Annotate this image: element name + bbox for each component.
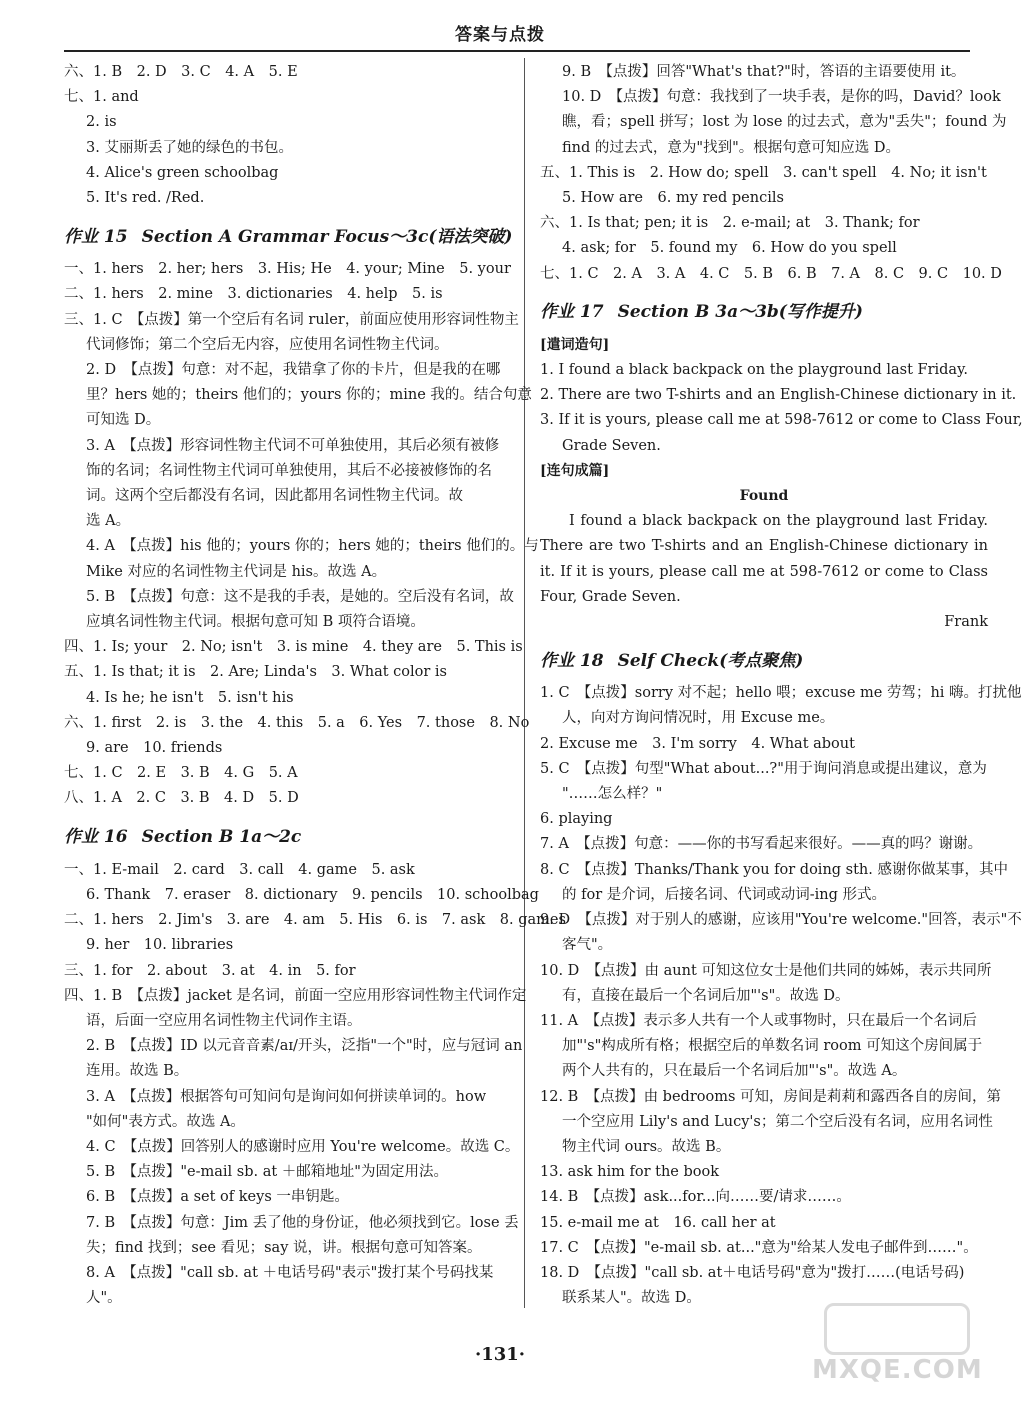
left-column [64, 60, 566, 1311]
column-divider [524, 58, 525, 1308]
answer-line: 七、1. C 2. A 3. A 4. C 5. B 6. B 7. A 8. C 9. C 10. D [540, 265, 1002, 282]
answer-line: 应填名词性物主代词。根据句意可知 B 项符合语境。 [86, 614, 425, 631]
answer-line: 3. If it is yours, please call me at 598-7612 or come to Class Four, [540, 412, 1023, 429]
section-heading [540, 287, 988, 333]
answer-line: 语，后面一空应用名词性物主代词作主语。 [86, 1012, 362, 1029]
answer-line: 5. How are 6. my red pencils [562, 190, 784, 207]
answer-line: 饰的名词；名词性物主代词可单独使用，其后不必接被修饰的名 [86, 462, 492, 479]
answer-line: 2. Excuse me 3. I'm sorry 4. What about [540, 735, 855, 752]
answer-line: 3. A 【点拨】形容词性物主代词不可单独使用，其后必须有被修 [86, 437, 500, 454]
answer-line: 二、1. hers 2. Jim's 3. are 4. am 5. His 6. is 7. ask 8. games [64, 912, 566, 929]
answer-line: 五、1. Is that; it is 2. Are; Linda's 3. What color is [64, 664, 447, 681]
answer-line: 词。这两个空后都没有名词，因此都用名词性物主代词。故 [86, 488, 463, 505]
section-title: Self Check(考点聚焦) [617, 650, 804, 671]
answer-line: 四、1. B 【点拨】jacket 是名词，前面一空应用形容词性物主代词作定 [64, 987, 527, 1004]
answer-line: 瞧，看；spell 拼写；lost 为 lose 的过去式，意为"丢失"；found 为 [562, 114, 1007, 131]
essay-signature: Frank [944, 614, 988, 631]
right-column [540, 60, 1023, 1311]
answer-line: 4. Alice's green schoolbag [86, 164, 279, 181]
answer-line: 联系某人"。故选 D。 [562, 1290, 701, 1307]
watermark-logo [824, 1303, 970, 1355]
answer-line: 五、1. This is 2. How do; spell 3. can't spell 4. No; it isn't [540, 164, 987, 181]
section-heading [540, 635, 988, 681]
answer-line: 9. D 【点拨】对于别人的感谢，应该用"You're welcome."回答，表示"不 [540, 912, 1022, 929]
answer-line: 17. C 【点拨】"e-mail sb. at..."意为"给某人发电子邮件到……"。 [540, 1239, 978, 1256]
answer-line: 3. A 【点拨】根据答句可知问句是询问如何拼读单词的。how [86, 1088, 487, 1105]
answer-line: 5. B 【点拨】"e-mail sb. at ＋邮箱地址"为固定用法。 [86, 1164, 448, 1181]
answer-line: 七、1. and [64, 89, 139, 106]
answer-line: 六、1. first 2. is 3. the 4. this 5. a 6. Yes 7. those 8. No [64, 714, 530, 731]
answer-line: Mike 对应的名词性物主代词是 his。故选 A。 [86, 563, 387, 580]
answer-line: 的 for 是介词，后接名词、代词或动词-ing 形式。 [562, 886, 887, 903]
section-heading [64, 211, 514, 257]
section-number: 作业 16 [64, 827, 128, 848]
section-number: 作业 18 [540, 650, 604, 671]
answer-line: 1. I found a black backpack on the playground last Friday. [540, 362, 968, 379]
answer-line: find 的过去式，意为"找到"。根据句意可知应选 D。 [562, 139, 900, 156]
answer-line: 5. B 【点拨】句意：这不是我的手表，是她的。空后没有名词，故 [86, 588, 514, 605]
answer-line: 选 A。 [86, 513, 131, 530]
answer-line: 6. Thank 7. eraser 8. dictionary 9. pencils 10. schoolbag [86, 886, 539, 903]
answer-line: 六、1. Is that; pen; it is 2. e-mail; at 3. Thank; for [540, 215, 920, 232]
answer-line: 4. A 【点拨】his 他的；yours 你的；hers 她的；theirs 他们的。与 [86, 538, 539, 555]
answer-line: 三、1. for 2. about 3. at 4. in 5. for [64, 962, 356, 979]
answer-line: 失；find 找到；see 看见；say 说，讲。根据句意可知答案。 [86, 1239, 482, 1256]
section-title: Section B 3a～3b(写作提升) [617, 302, 863, 323]
answer-line: 可知选 D。 [86, 412, 161, 429]
answer-line: 物主代词 ours。故选 B。 [562, 1138, 731, 1155]
essay-title: Found [739, 488, 789, 505]
answer-line: 15. e-mail me at 16. call her at [540, 1214, 776, 1231]
answer-line: 10. D 【点拨】由 aunt 可知这位女士是他们共同的姊姊，表示共同所 [540, 962, 992, 979]
answer-line: 人，向对方询问情况时，用 Excuse me。 [562, 710, 835, 727]
answer-line: 8. A 【点拨】"call sb. at ＋电话号码"表示"拨打某个号码找某 [86, 1264, 494, 1281]
header-rule [64, 50, 970, 52]
answer-line: 8. C 【点拨】Thanks/Thank you for doing sth. 感谢你做某事，其中 [540, 861, 1008, 878]
subsection-label: [遣词造句] [540, 336, 610, 353]
section-number: 作业 15 [64, 226, 128, 247]
answer-line: 6. B 【点拨】a set of keys 一串钥匙。 [86, 1189, 349, 1206]
watermark-text: MXQE.COM [812, 1355, 983, 1385]
answer-line: 连用。故选 B。 [86, 1063, 189, 1080]
answer-line: 里？hers 她的；theirs 他们的；yours 你的；mine 我的。结合句意 [86, 387, 532, 404]
answer-line: 代词修饰；第二个空后无内容，应使用名词性物主代词。 [86, 336, 449, 353]
answer-line: 14. B 【点拨】ask...for...向……要/请求……。 [540, 1189, 851, 1206]
answer-line: 5. C 【点拨】句型"What about...?"用于询问消息或提出建议，意为 [540, 760, 987, 777]
answer-line: 七、1. C 2. E 3. B 4. G 5. A [64, 765, 298, 782]
answer-line: 18. D 【点拨】"call sb. at＋电话号码"意为"拨打……(电话号码) [540, 1264, 965, 1281]
answer-line: 人"。 [86, 1290, 122, 1307]
watermark [812, 1299, 982, 1389]
answer-line: 4. C 【点拨】回答别人的感谢时应用 You're welcome。故选 C。 [86, 1138, 520, 1155]
essay-paragraph: I found a black backpack on the playground last Friday. There are two T-shirts and an English-Chinese dictionary in it. If it is yours, please call me at 598-7612 or come to Class Four, Grade Seven. [540, 513, 988, 605]
section-title: Section A Grammar Focus～3c(语法突破) [141, 226, 513, 247]
answer-line: 二、1. hers 2. mine 3. dictionaries 4. help 5. is [64, 286, 443, 303]
answer-line: 加"'s"构成所有格；根据空后的单数名词 room 可知这个房间属于 [562, 1038, 983, 1055]
page-title: 答案与点拨 [455, 25, 545, 45]
page-number: ·131· [474, 1344, 526, 1365]
answer-line: 2. is [86, 114, 117, 131]
answer-line: 12. B 【点拨】由 bedrooms 可知，房间是莉莉和露西各自的房间，第 [540, 1088, 1002, 1105]
section-number: 作业 17 [540, 302, 604, 323]
page-header [0, 0, 1000, 52]
answer-line: 两个人共有的，只在最后一个名词后加"'s"。故选 A。 [562, 1063, 907, 1080]
answer-line: 4. Is he; he isn't 5. isn't his [86, 689, 294, 706]
answer-line: 13. ask him for the book [540, 1164, 720, 1181]
answer-line: "……怎么样？" [562, 786, 663, 803]
answer-line: 11. A 【点拨】表示多人共有一个人或事物时，只在最后一个名词后 [540, 1012, 977, 1029]
answer-line: 6. playing [540, 811, 613, 828]
answer-line: 2. B 【点拨】ID 以元音音素/aɪ/开头，泛指"一个"时，应与冠词 an [86, 1038, 523, 1055]
section-heading [64, 812, 514, 858]
answer-line: 三、1. C 【点拨】第一个空后有名词 ruler，前面应使用形容词性物主 [64, 311, 519, 328]
answer-line: 2. D 【点拨】句意：对不起，我错拿了你的卡片，但是我的在哪 [86, 362, 501, 379]
subsection-label: [连句成篇] [540, 462, 610, 479]
answer-line: 9. her 10. libraries [86, 937, 234, 954]
answer-line: 一、1. E-mail 2. card 3. call 4. game 5. ask [64, 861, 415, 878]
section-title: Section B 1a～2c [141, 827, 302, 848]
answer-line: 7. A 【点拨】句意：——你的书写看起来很好。——真的吗？谢谢。 [540, 836, 983, 853]
answer-line: 7. B 【点拨】句意：Jim 丢了他的身份证，他必须找到它。lose 丢 [86, 1214, 519, 1231]
answer-line: 3. 艾丽斯丢了她的绿色的书包。 [86, 139, 293, 156]
answer-line: 有，直接在最后一个名词后加"'s"。故选 D。 [562, 987, 850, 1004]
answer-line: 六、1. B 2. D 3. C 4. A 5. E [64, 64, 298, 80]
answer-line: 5. It's red. /Red. [86, 190, 205, 207]
answer-line: 1. C 【点拨】sorry 对不起；hello 喂；excuse me 劳驾；hi 嗨。打扰他 [540, 685, 1022, 702]
answer-line: 9. B 【点拨】回答"What's that?"时，答语的主语要使用 it。 [562, 64, 966, 80]
answer-line: 四、1. Is; your 2. No; isn't 3. is mine 4. they are 5. This is [64, 639, 523, 656]
answer-line: 10. D 【点拨】句意：我找到了一块手表，是你的吗，David？look [562, 89, 1001, 106]
answer-line: 八、1. A 2. C 3. B 4. D 5. D [64, 790, 299, 807]
answer-line: 一、1. hers 2. her; hers 3. His; He 4. your; Mine 5. your [64, 261, 511, 278]
answer-line: "如何"表方式。故选 A。 [86, 1113, 245, 1130]
answer-line: 一个空应用 Lily's and Lucy's；第二个空后没有名词，应用名词性 [562, 1113, 993, 1130]
answer-line: 2. There are two T-shirts and an English-Chinese dictionary in it. [540, 387, 1017, 404]
answer-line: 客气"。 [562, 937, 613, 954]
answer-line: 4. ask; for 5. found my 6. How do you spell [562, 240, 897, 257]
answer-line: Grade Seven. [562, 437, 661, 454]
answer-line: 9. are 10. friends [86, 740, 223, 757]
